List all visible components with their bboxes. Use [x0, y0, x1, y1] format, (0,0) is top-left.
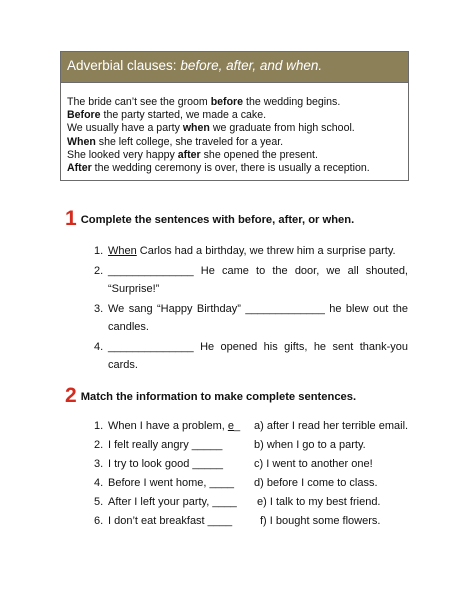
- exercise-1-title: Complete the sentences with before, after, or when.: [80, 214, 355, 226]
- match-option: d) before I come to class.: [254, 477, 378, 489]
- exercise-2-list: [94, 417, 424, 531]
- rule-title-italic: before, after, and when.: [180, 58, 323, 73]
- answer-filled: When: [108, 245, 137, 257]
- example-sentence: Before the party started, we made a cake.: [67, 109, 267, 122]
- exercise-2-number: 2: [65, 384, 77, 407]
- match-row: 4. Before I went home, ____ d) before I come to class.: [94, 474, 424, 493]
- exercise-1-list: [94, 242, 408, 374]
- match-option: b) when I go to a party.: [254, 439, 366, 451]
- match-row: 5. After I left your party, ____ e) I talk to my best friend.: [94, 493, 424, 512]
- example-sentence: The bride can’t see the groom before the wedding begins.: [67, 96, 341, 108]
- match-row: 3. I try to look good _____ c) I went to another one!: [94, 455, 424, 474]
- rule-title-prefix: Adverbial clauses:: [67, 58, 181, 73]
- example-sentence: When she left college, she traveled for a year.: [67, 135, 284, 148]
- example-sentence: We usually have a party when we graduate from high school.: [67, 122, 355, 135]
- example-sentence: After the wedding ceremony is over, there is usually a reception.: [67, 162, 370, 175]
- exercise-1-item: 3. We sang “Happy Birthday” _____________ he blew out the candles.: [94, 303, 408, 333]
- example-sentence: She looked very happy after she opened the present.: [67, 148, 318, 161]
- match-option: a) after I read her terrible email.: [254, 420, 409, 432]
- exercise-1-number: 1: [65, 207, 77, 230]
- match-row: 2. I felt really angry _____ b) when I go to a party.: [94, 436, 424, 455]
- match-option: e) I talk to my best friend.: [257, 496, 381, 508]
- match-answer: e: [227, 420, 234, 432]
- rule-examples: [61, 83, 408, 175]
- match-row: 1. When I have a problem, e_ a) after I read her terrible email.: [94, 417, 424, 436]
- exercise-2-title: Match the information to make complete sentences.: [80, 391, 357, 403]
- exercise-1-item: 1. When Carlos had a birthday, we threw him a surprise party.: [94, 245, 396, 257]
- match-row: 6. I don’t eat breakfast ____ f) I bought some flowers.: [94, 512, 424, 531]
- exercise-1-item: 4. ______________ He opened his gifts, he sent thank-you cards.: [94, 341, 408, 371]
- grammar-rule-box: [60, 51, 409, 181]
- match-option: c) I went to another one!: [254, 458, 373, 470]
- match-option: f) I bought some flowers.: [260, 515, 381, 527]
- exercise-1-item: 2. ______________ He came to the door, we all shouted, “Surprise!”: [94, 265, 408, 295]
- exercise-2-heading: [65, 384, 356, 408]
- rule-box-title: [61, 52, 408, 83]
- exercise-1-heading: [65, 207, 354, 231]
